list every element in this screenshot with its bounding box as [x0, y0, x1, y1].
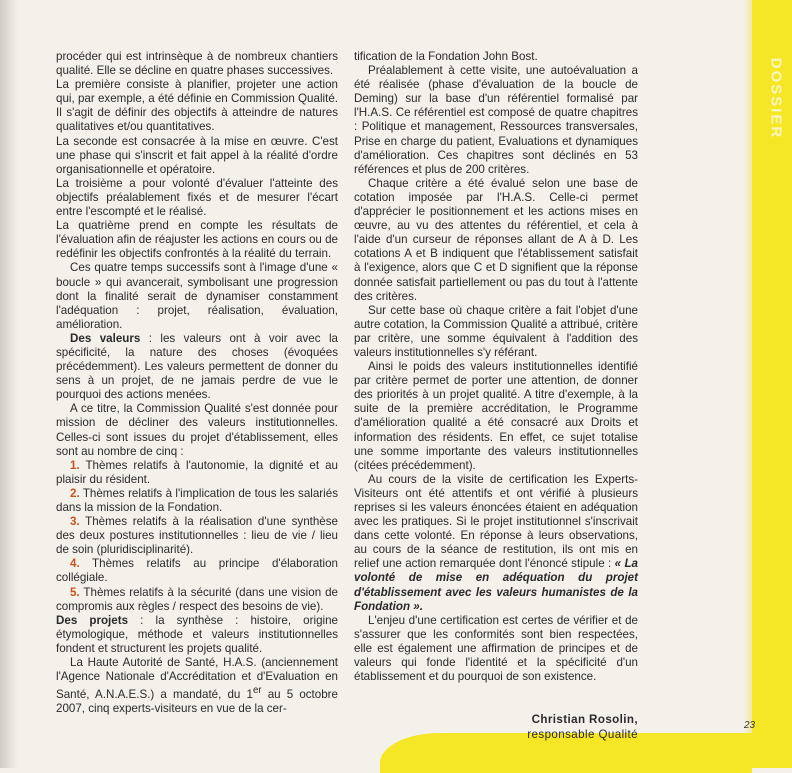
right-column: [354, 50, 638, 684]
author-name: Christian Rosolin,: [531, 713, 638, 726]
paragraph: La troisième a pour volonté d'évaluer l'atteinte des objectifs préalablement fixés et de mesurer l'écart entre l'escompté et le réalisé.: [56, 176, 338, 219]
values-text: : les valeurs ont à voir avec la spécificité, la nature des choses (évoquées précédemment). Les valeurs permettent de donner du sens à un projet, de ne jamais perdre de vue le pourquoi des actions menées.: [56, 331, 338, 402]
superscript: er: [252, 685, 262, 697]
paragraph: procéder qui est intrinsèque à de nombreux chantiers qualité. Elle se décline en quatre phases successives.: [56, 50, 338, 78]
list-number: 2.: [70, 486, 80, 500]
list-item: [56, 459, 338, 487]
list-number: 3.: [70, 515, 80, 529]
list-text: Thèmes relatifs à l'implication de tous les salariés dans la mission de la Fondation.: [56, 486, 338, 514]
list-number: 4.: [70, 557, 80, 571]
list-item: [56, 586, 338, 614]
projects-paragraph: [56, 614, 338, 656]
list-item: [56, 487, 338, 515]
values-lead: Des valeurs: [70, 331, 141, 345]
list-text: Thèmes relatifs à l'autonomie, la dignité et au plaisir du résident.: [56, 458, 338, 486]
signature: [480, 712, 638, 742]
paragraph: L'enjeu d'une certification est certes de vérifier et de s'assurer que les conformités sont bien respectées, elle est également une affirmation de principes et de valeurs qui fonde l'identité et la spécificité d'un établissement et du pourquoi de son existence.: [354, 613, 638, 684]
paragraph: Ces quatre temps successifs sont à l'image d'une « boucle » qui avancerait, symbolisant une progression dont la finalité serait de dynamiser constamment l'adéquation : projet, réalisation, évaluation, amélioration.: [56, 261, 338, 331]
list-text: Thèmes relatifs à la sécurité (dans une vision de compromis aux règles / respect des besoins de vie).: [56, 585, 338, 613]
highlighted-quote: « La volonté de mise en adéquation du projet d'établissement avec les valeurs humanistes de la Fondation ».: [354, 557, 638, 613]
paragraph: tification de la Fondation John Bost.: [354, 50, 538, 63]
paragraph-text: au 5 octobre 2007, cinq experts-visiteurs en vue de la cer-: [56, 688, 338, 716]
paragraph: Préalablement à cette visite, une autoévaluation a été réalisée (phase d'évaluation de la boucle de Deming) sur la base d'un référentiel formalisé par l'H.A.S. Ce référentiel est composé de quatre chapitres : Politique et management, Ressources transversales, Prise en charge du patient, Evaluations et dynamiques d'amélioration. Ces chapitres sont déclinés en 53 références et plus de 200 critères.: [354, 64, 638, 176]
paragraph: Sur cette base où chaque critère a fait l'objet d'une autre cotation, la Commission Qualité a attribué, critère par critère, une somme équivalent à l'addition des valeurs institutionnelles s'y référant.: [354, 303, 638, 359]
paragraph: La première consiste à planifier, projeter une action qui, par exemple, a été définie en Commission Qualité. Il s'agit de définir des objectifs à atteindre de natures qualitatives et/ou quantitatives.: [56, 78, 338, 134]
paragraph-text: Au cours de la visite de certification les Experts-Visiteurs ont été attentifs et ont vérifié à plusieurs reprises si les valeurs énoncées étaient en adéquation avec les pratiques. Si le projet institutionnel s'inscrivait dans cette volonté. En réponse à leurs observations, au cours de la séance de restitution, ils ont mis en relief une action remarquée dont l'énoncé stipule :: [354, 472, 638, 571]
list-item: [56, 515, 338, 557]
projects-text: : la synthèse : histoire, origine étymologique, méthode et valeurs institutionnelles fondent et structurent les projets qualité.: [56, 613, 338, 655]
values-paragraph: [56, 332, 338, 402]
section-tab: [762, 38, 790, 158]
section-tab-label: DOSSIER: [767, 57, 785, 139]
list-item: [56, 557, 338, 585]
paragraph: [354, 473, 638, 614]
list-number: 5.: [70, 585, 80, 599]
page-number: 23: [744, 720, 756, 731]
author-role: responsable Qualité: [527, 728, 638, 741]
paragraph: Ainsi le poids des valeurs institutionnelles identifié par critère permet de porter une attention, de donner des priorités à un projet qualité. A titre d'exemple, à la suite de la première accréditation, le Programme d'amélioration qualité a été consacré aux Droits et information des résidents. En effet, ce sujet totalise une somme importante des valeurs institutionnelles (citées précédemment).: [354, 360, 638, 472]
band-fade: [744, 0, 752, 768]
paragraph: A ce titre, la Commission Qualité s'est donnée pour mission de décliner des valeurs institutionnelles. Celles-ci sont issues du projet d'établissement, elles sont au nombre de cinq :: [56, 402, 338, 458]
list-number: 1.: [70, 458, 80, 472]
list-text: Thèmes relatifs à la réalisation d'une synthèse des deux postures institutionnelles : lieu de vie / lieu de soin (pluridisciplinarité).: [56, 515, 338, 557]
paragraph: La quatrième prend en compte les résultats de l'évaluation afin de réajuster les actions en cours ou de redéfinir les objectifs confrontés à la réalité du terrain.: [56, 219, 338, 261]
paragraph: La seconde est consacrée à la mise en œuvre. C'est une phase qui s'inscrit et fait appel à la réalité d'ordre organisationnelle et opératoire.: [56, 134, 338, 176]
list-text: Thèmes relatifs au principe d'élaboration collégiale.: [56, 557, 338, 585]
left-column: [56, 50, 338, 716]
spine-shadow: [0, 0, 18, 768]
paragraph-text: La Haute Autorité de Santé, H.A.S. (anciennement l'Agence Nationale d'Accréditation et d'Evaluation en Santé, A.N.A.E.S.) a mandaté, du 1: [56, 656, 338, 702]
paragraph: Chaque critère a été évalué selon une base de cotation imposée par l'H.A.S. Celle-ci permet d'apprécier le positionnement et les actions mises en œuvre, au vu des attentes du référentiel, et cela à l'aide d'un curseur de réponses allant de A à D. Les cotations A et B indiquent que l'établissement satisfait à l'exigence, alors que C et D signifient que la réponse donnée satisfait partiellement ou pas du tout à l'attente des critères.: [354, 176, 638, 303]
projects-lead: Des projets: [56, 613, 129, 627]
paragraph: [56, 656, 338, 716]
